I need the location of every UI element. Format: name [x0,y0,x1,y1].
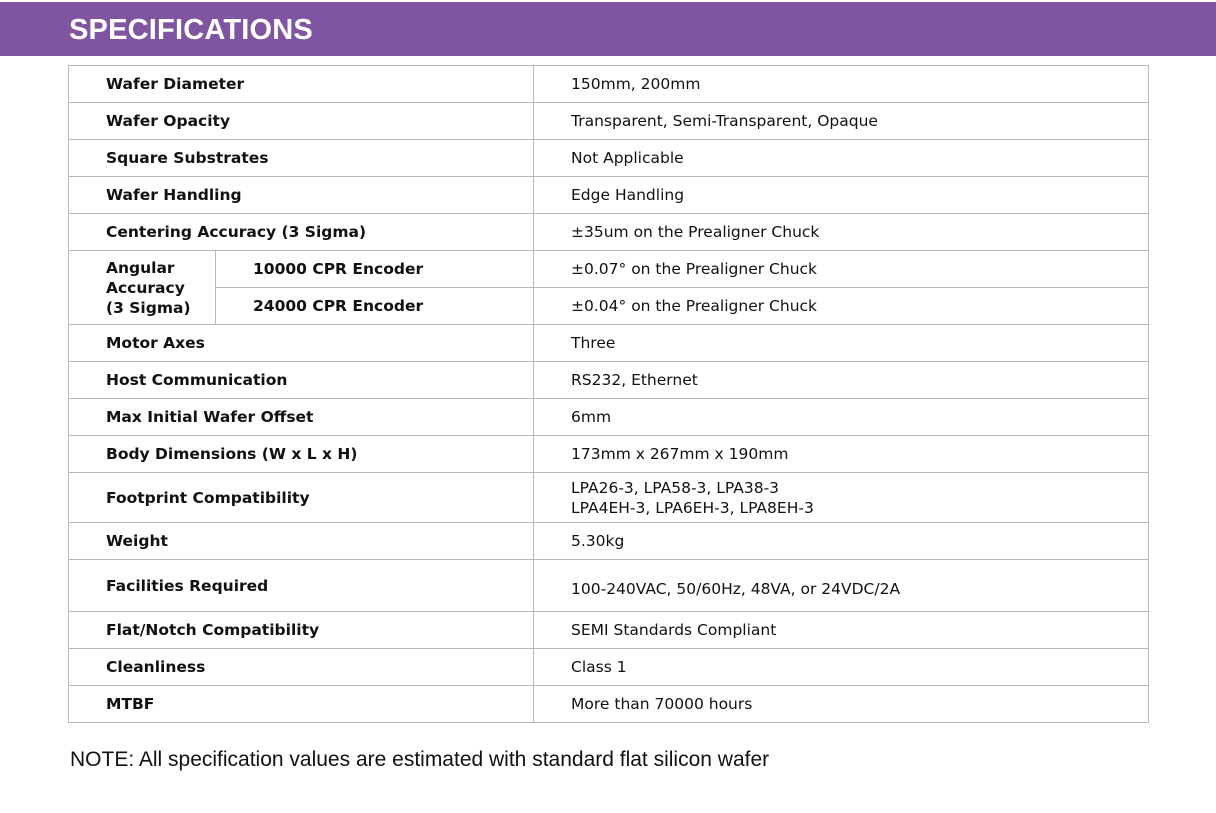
table-row [69,560,1149,612]
spec-sublabel: 24000 CPR Encoder [216,288,534,325]
spec-label: Wafer Handling [69,177,534,214]
table-row [69,649,1149,686]
spec-value: ±0.07° on the Prealigner Chuck [534,251,1149,288]
spec-label: Host Communication [69,362,534,399]
spec-value: SEMI Standards Compliant [534,612,1149,649]
page-title: SPECIFICATIONS [69,14,313,46]
spec-value: 173mm x 267mm x 190mm [534,436,1149,473]
spec-value: ±35um on the Prealigner Chuck [534,214,1149,251]
spec-label: Centering Accuracy (3 Sigma) [69,214,534,251]
spec-value: ±0.04° on the Prealigner Chuck [534,288,1149,325]
spec-value: Class 1 [534,649,1149,686]
spec-value-line2: LPA4EH-3, LPA6EH-3, LPA8EH-3 [571,498,814,517]
spec-label: Cleanliness [69,649,534,686]
spec-value: Not Applicable [534,140,1149,177]
table-row [69,325,1149,362]
table-row [69,473,1149,523]
table-row [69,103,1149,140]
specifications-table [68,65,1149,723]
table-row [69,686,1149,723]
spec-label: Square Substrates [69,140,534,177]
spec-label: Facilities Required [69,560,534,612]
angular-accuracy-label [69,251,216,325]
spec-label: Body Dimensions (W x L x H) [69,436,534,473]
table-row [69,140,1149,177]
spec-value: 100-240VAC, 50/60Hz, 48VA, or 24VDC/2A [534,560,1149,612]
spec-label: Motor Axes [69,325,534,362]
angular-accuracy-label-line2: Accuracy [106,278,185,297]
table-row [69,177,1149,214]
spec-value: 6mm [534,399,1149,436]
spec-label: Weight [69,523,534,560]
spec-label: Wafer Opacity [69,103,534,140]
angular-accuracy-label-line1: Angular [106,258,175,277]
table-row [69,436,1149,473]
spec-value: Three [534,325,1149,362]
table-row [69,523,1149,560]
table-row [69,399,1149,436]
spec-label: Flat/Notch Compatibility [69,612,534,649]
spec-label: MTBF [69,686,534,723]
footnote: NOTE: All specification values are estimated with standard flat silicon wafer [70,748,770,771]
table-row [69,612,1149,649]
spec-value: RS232, Ethernet [534,362,1149,399]
spec-value: 5.30kg [534,523,1149,560]
table-row [69,362,1149,399]
spec-value: More than 70000 hours [534,686,1149,723]
spec-value [534,473,1149,523]
spec-value: Transparent, Semi-Transparent, Opaque [534,103,1149,140]
table-row [69,214,1149,251]
spec-sublabel: 10000 CPR Encoder [216,251,534,288]
spec-value-line1: LPA26-3, LPA58-3, LPA38-3 [571,478,780,497]
table-row [69,288,1149,325]
spec-value: 150mm, 200mm [534,66,1149,103]
spec-label: Footprint Compatibility [69,473,534,523]
table-row [69,251,1149,288]
spec-value: Edge Handling [534,177,1149,214]
table-row [69,66,1149,103]
angular-accuracy-label-line3: (3 Sigma) [106,298,191,317]
spec-label: Wafer Diameter [69,66,534,103]
spec-label: Max Initial Wafer Offset [69,399,534,436]
